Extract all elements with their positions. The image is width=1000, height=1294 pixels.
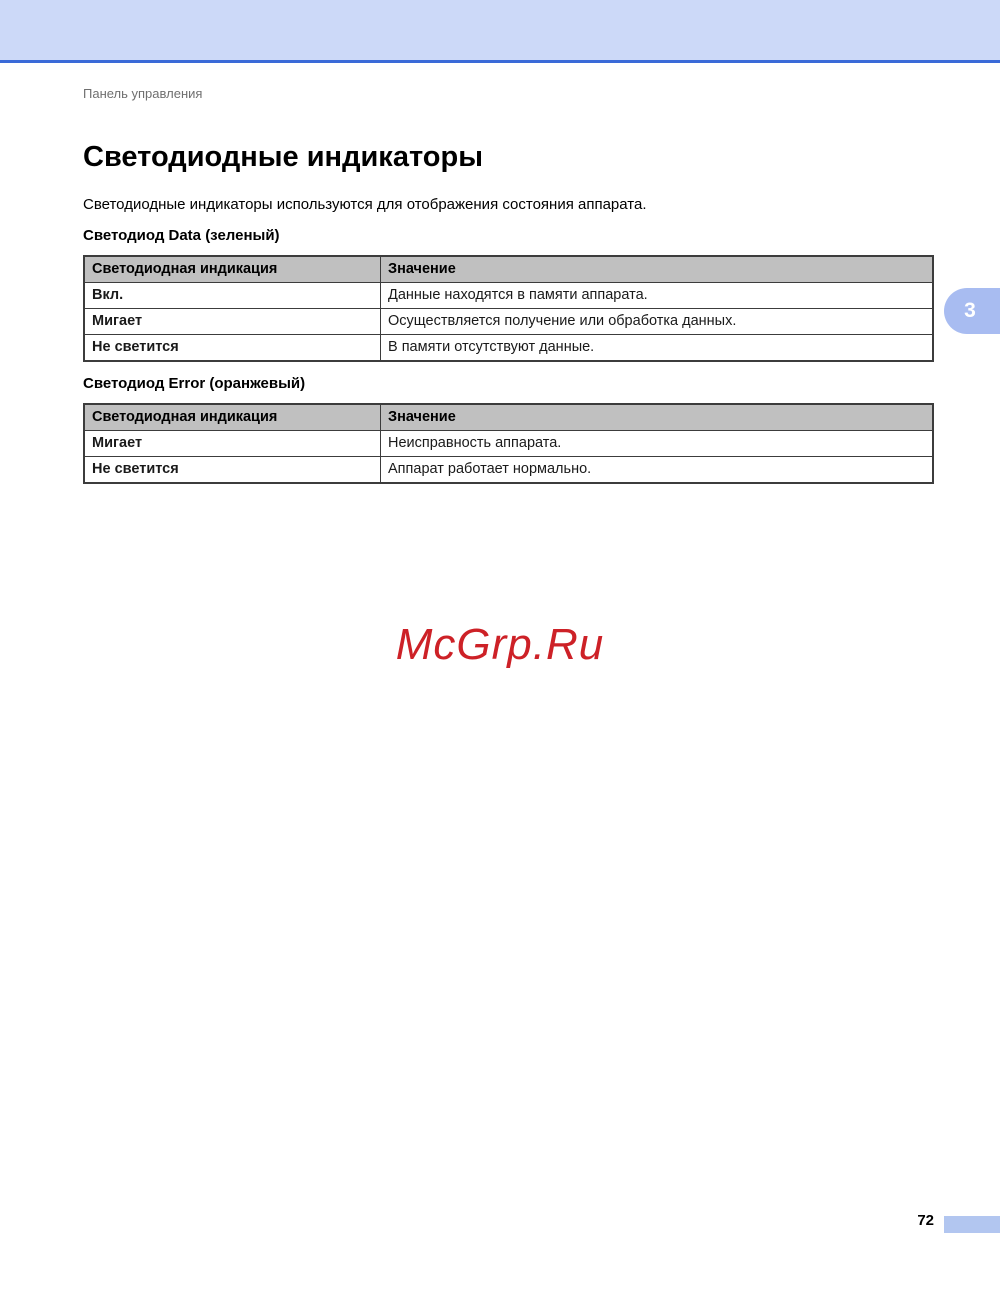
- top-banner-band: [0, 0, 1000, 63]
- table-header-row: [84, 404, 933, 431]
- table-row: [84, 457, 933, 484]
- table-header-cell: Светодиодная индикация: [84, 256, 381, 283]
- page-content: [0, 63, 1000, 484]
- table-header-row: [84, 256, 933, 283]
- table-row: [84, 335, 933, 362]
- meaning-cell: В памяти отсутствуют данные.: [381, 335, 934, 362]
- table-header-cell: Значение: [381, 404, 934, 431]
- indication-cell: Мигает: [84, 431, 381, 457]
- meaning-cell: Данные находятся в памяти аппарата.: [381, 283, 934, 309]
- meaning-cell: Осуществляется получение или обработка данных.: [381, 309, 934, 335]
- sections: [83, 227, 934, 484]
- intro-paragraph: Светодиодные индикаторы используются для отображения состояния аппарата.: [83, 196, 647, 213]
- led-status-table: [83, 255, 934, 362]
- meaning-cell: Аппарат работает нормально.: [381, 457, 934, 484]
- page-title: Светодиодные индикаторы: [83, 141, 483, 173]
- led-status-table: [83, 403, 934, 484]
- chapter-tab: [944, 288, 1000, 334]
- indication-cell: Вкл.: [84, 283, 381, 309]
- indication-cell: Не светится: [84, 335, 381, 362]
- table-row: [84, 283, 933, 309]
- section-heading: Светодиод Data (зеленый): [83, 227, 280, 244]
- chapter-tab-number: 3: [964, 299, 976, 322]
- table-row: [84, 309, 933, 335]
- indication-cell: Не светится: [84, 457, 381, 484]
- running-header: Панель управления: [83, 86, 203, 101]
- table-row: [84, 431, 933, 457]
- meaning-cell: Неисправность аппарата.: [381, 431, 934, 457]
- table-header-cell: Значение: [381, 256, 934, 283]
- indication-cell: Мигает: [84, 309, 381, 335]
- page-number: 72: [917, 1212, 934, 1229]
- table-header-cell: Светодиодная индикация: [84, 404, 381, 431]
- watermark-text: McGrp.Ru: [395, 620, 605, 669]
- page-number-bar: [944, 1216, 1000, 1233]
- section-heading: Светодиод Error (оранжевый): [83, 375, 306, 392]
